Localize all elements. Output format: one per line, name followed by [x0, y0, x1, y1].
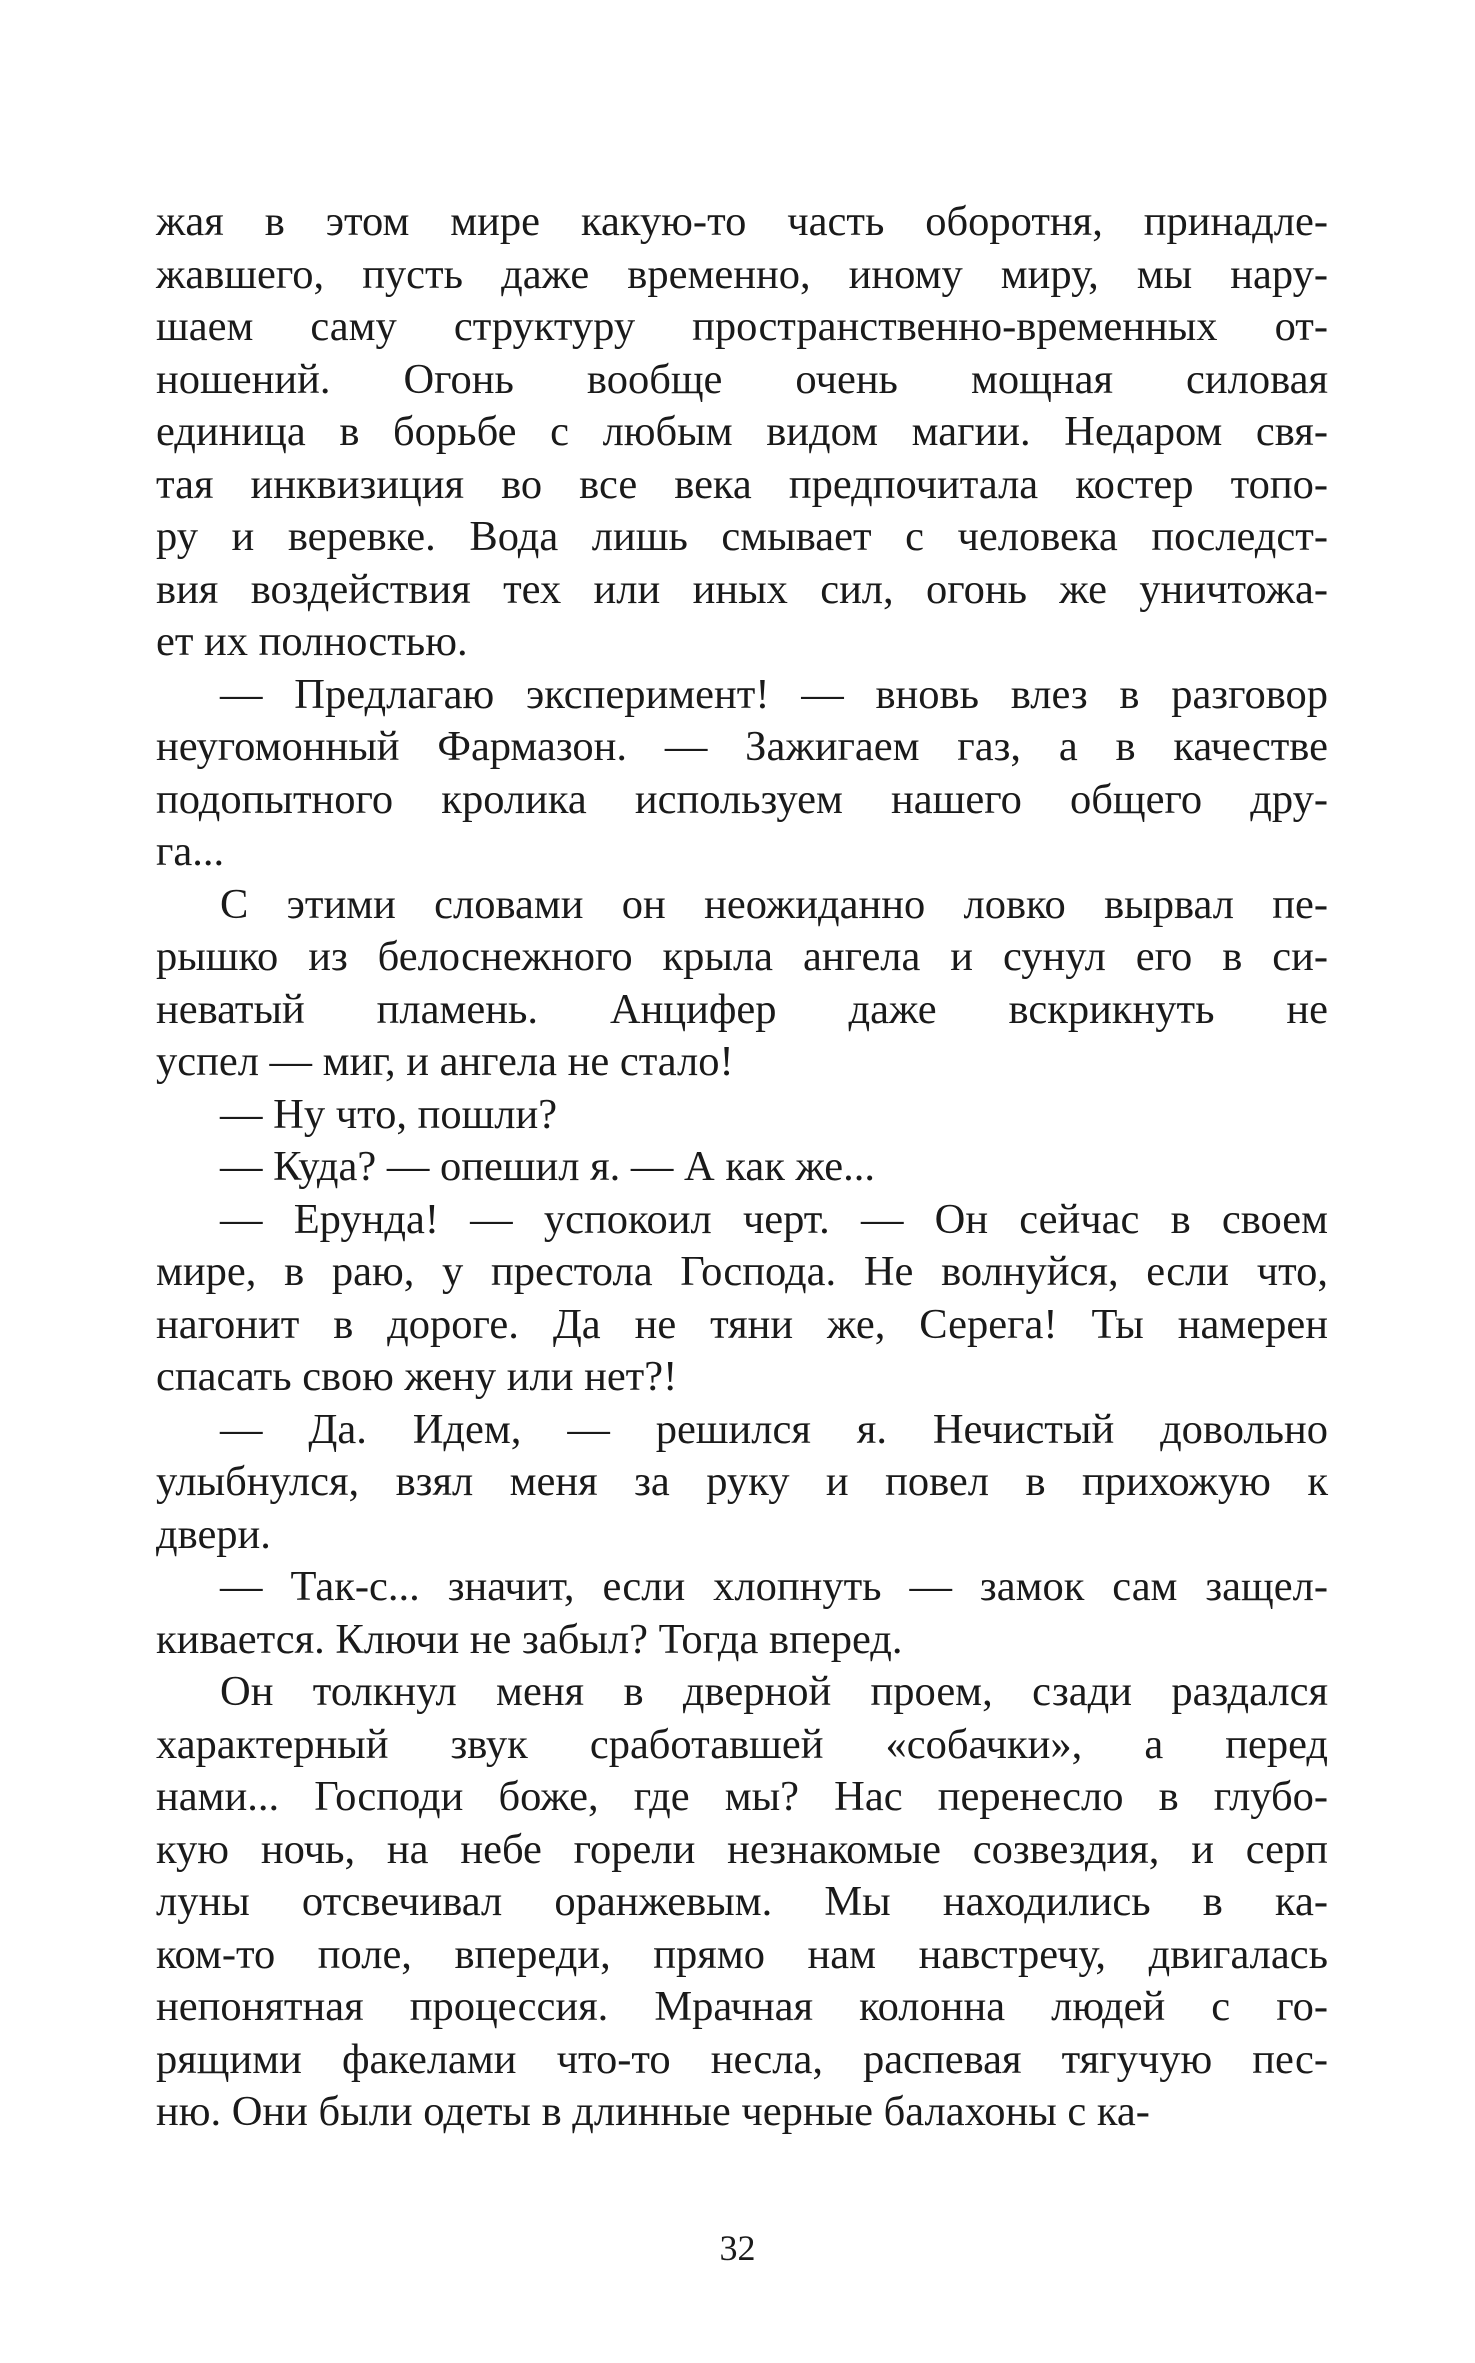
text-line: подопытного кролика используем нашего общего дру-: [156, 775, 1328, 823]
paragraph: [156, 1194, 1328, 1404]
text-line: — Да. Идем, — решился я. Нечистый довольно: [220, 1405, 1328, 1453]
text-line: луны отсвечивал оранжевым. Мы находились в ка-: [156, 1878, 1328, 1925]
text-line: шаем саму структуру пространственно-временных от-: [156, 303, 1328, 350]
text-line: успел — миг, и ангела не стало!: [156, 1038, 734, 1085]
text-line: — Так-с... значит, если хлопнуть — замок сам защел-: [220, 1563, 1328, 1610]
paragraph: [156, 1404, 1328, 1562]
paragraph: [156, 669, 1328, 879]
text-line: — Ну что, пошли?: [220, 1090, 558, 1138]
text-line: ношений. Огонь вообще очень мощная силовая: [156, 355, 1328, 403]
text-line: мире, в раю, у престола Господа. Не волнуйся, если что,: [156, 1248, 1328, 1295]
page-number: 32: [719, 2228, 756, 2268]
text-line: С этими словами он неожиданно ловко вырвал пе-: [220, 880, 1328, 928]
text-line: характерный звук сработавшей «собачки», а перед: [156, 1720, 1328, 1768]
text-line: кую ночь, на небе горели незнакомые созвездия, и серп: [156, 1825, 1328, 1873]
text-line: улыбнулся, взял меня за руку и повел в прихожую к: [156, 1458, 1328, 1505]
text-line: тая инквизиция во все века предпочитала костер топо-: [156, 460, 1328, 508]
paragraph: [156, 1561, 1328, 1666]
text-line: кивается. Ключи не забыл? Тогда вперед.: [156, 1615, 903, 1663]
text-line: нагонит в дороге. Да не тяни же, Серега! Ты намерен: [156, 1300, 1328, 1348]
text-line: ню. Они были одеты в длинные черные балахоны с ка-: [156, 2088, 1150, 2135]
paragraph: [156, 1089, 1328, 1142]
paragraph: [156, 879, 1328, 1089]
text-line: непонятная процессия. Мрачная колонна людей с го-: [156, 1983, 1328, 2030]
text-line: рящими факелами что-то несла, распевая тягучую пес-: [156, 2035, 1328, 2083]
text-line: ком-то поле, впереди, прямо нам навстречу, двигалась: [156, 1930, 1328, 1978]
paragraph: [156, 1666, 1328, 2139]
text-line: неугомонный Фармазон. — Зажигаем газ, а в качестве: [156, 723, 1328, 770]
text-line: спасать свою жену или нет?!: [156, 1353, 678, 1400]
text-line: единица в борьбе с любым видом магии. Недаром свя-: [156, 408, 1328, 455]
text-line: — Предлагаю эксперимент! — вновь влез в разговор: [220, 670, 1328, 718]
paragraph: [156, 1141, 1328, 1194]
text-line: неватый пламень. Анцифер даже вскрикнуть не: [156, 985, 1328, 1033]
text-line: — Ерунда! — успокоил черт. — Он сейчас в своем: [220, 1195, 1328, 1243]
text-line: жая в этом мире какую-то часть оборотня, принадле-: [156, 198, 1328, 245]
body-text: [156, 196, 1328, 2139]
text-line: Он толкнул меня в дверной проем, сзади раздался: [220, 1668, 1328, 1715]
text-line: двери.: [156, 1510, 271, 1558]
text-line: рышко из белоснежного крыла ангела и сунул его в си-: [156, 933, 1328, 980]
text-line: га...: [156, 828, 225, 875]
text-line: ет их полностью.: [156, 618, 468, 665]
text-line: нами... Господи боже, где мы? Нас перенесло в глубо-: [156, 1773, 1328, 1820]
text-line: жавшего, пусть даже временно, иному миру, мы нару-: [156, 250, 1328, 298]
text-line: ру и веревке. Вода лишь смывает с человека последст-: [156, 513, 1328, 560]
text-line: — Куда? — опешил я. — А как же...: [220, 1143, 876, 1190]
text-line: вия воздействия тех или иных сил, огонь же уничтожа-: [156, 565, 1328, 613]
paragraph: [156, 196, 1328, 669]
